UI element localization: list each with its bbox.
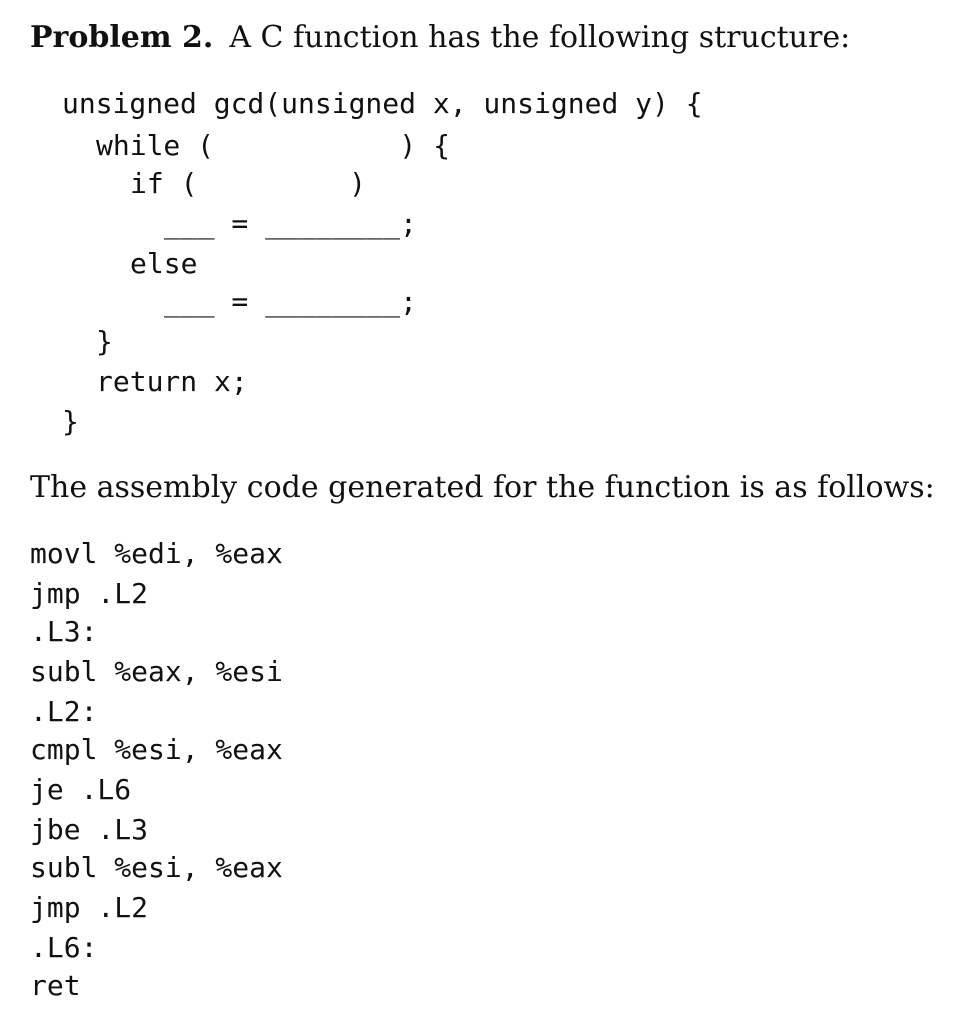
asm-line: jbe .L3 xyxy=(30,813,149,846)
asm-line: movl %edi, %eax xyxy=(30,537,283,570)
code-line: ___ = ________; xyxy=(164,207,417,240)
code-line: unsigned gcd(unsigned x, unsigned y) { xyxy=(62,87,703,120)
code-line: } xyxy=(62,405,79,438)
asm-line: .L2: xyxy=(30,695,98,728)
code-line: return x; xyxy=(96,365,248,398)
problem-statement: A C function has the following structure: xyxy=(229,20,851,55)
asm-line: subl %esi, %eax xyxy=(30,851,283,884)
code-line: } xyxy=(96,325,113,358)
asm-line: subl %eax, %esi xyxy=(30,655,283,688)
asm-line: cmpl %esi, %eax xyxy=(30,733,283,766)
problem-label: Problem 2. xyxy=(30,20,214,55)
asm-line: jmp .L2 xyxy=(30,577,149,610)
asm-line: ret xyxy=(30,969,81,1002)
asm-line: jmp .L2 xyxy=(30,891,149,924)
asm-line: .L6: xyxy=(30,931,98,964)
asm-line: .L3: xyxy=(30,615,98,648)
code-line: while ( ) { xyxy=(96,129,451,162)
transition-text: The assembly code generated for the function is as follows: xyxy=(30,470,935,505)
problem-heading xyxy=(30,18,850,58)
code-line: else xyxy=(130,247,198,280)
code-line: if ( ) xyxy=(130,167,367,200)
asm-line: je .L6 xyxy=(30,773,132,806)
code-line: ___ = ________; xyxy=(164,285,417,318)
